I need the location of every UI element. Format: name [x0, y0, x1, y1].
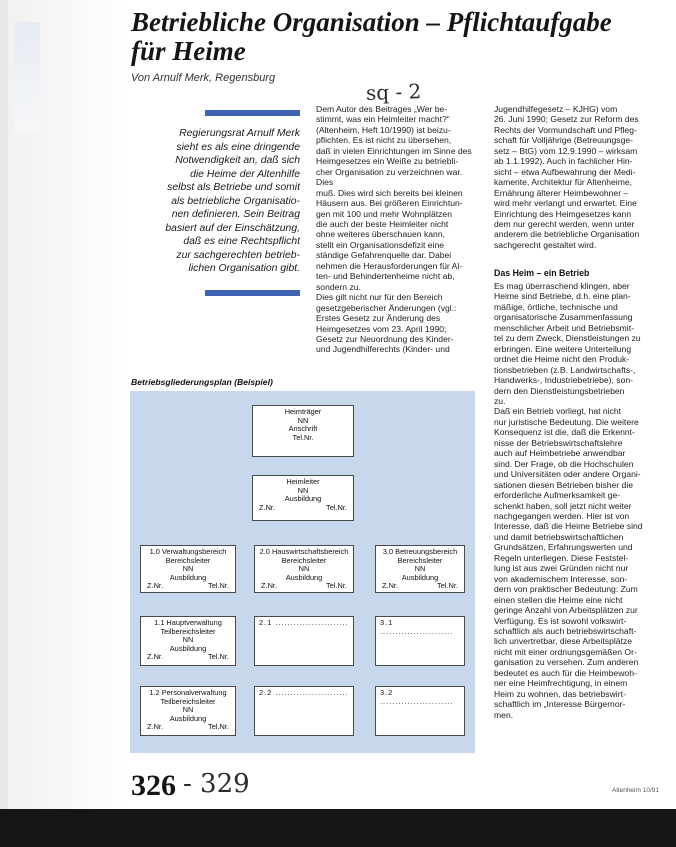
page-edge [0, 0, 8, 847]
org-box-label: Heimträger [284, 407, 322, 416]
org-box-phone: Tel.Nr. [292, 432, 314, 442]
org-box-address: Anschrift [288, 424, 318, 433]
scan-bottom-band [0, 809, 676, 847]
body-column-2: Dem Autor des Beitrages „Wer be- stimmt, was ein Heimleiter macht?“ (Altenheim, Heft 10/1990) ist beizu- pflichten. Es ist nicht zu übersehen, daß in vielen Einrichtungen im Sinne des Heimgesetzes ein Weiße zu betriebli- cher Organisation zu verzeichnen war. Dies muß. Dies wird sich bereits bei kleinen Häusern aus. Bei größeren Einrichtun- gen mit 100 und mehr Wohnplätzen die auch der beste Heimleiter nicht ohne weiteres überschauen kann, stellt ein Organisationsdefizit eine ständige Gefahrenquelle dar. Dabei nehmen die Herausforderungen für Al- ten- und Behindertenheime nicht ab, sondern zu. Dies gilt nicht nur für den Bereich gesetzgeberischer Änderungen (vgl.: Erstes Gesetz zur Änderung des Heimgesetzes vom 23. April 1990; Gesetz zur Neuordnung des Kinder- und Jugendhilferechts (Kinder- und [316, 104, 472, 355]
handwritten-page-range: - 329 [183, 769, 250, 799]
org-box-3-1: 3.1 ........................ [375, 616, 465, 666]
page-number: 326 [131, 769, 176, 802]
org-box-hauptverwaltung: 1.1 Hauptverwaltung Teilbereichsleiter NN Ausbildung Z.Nr. Tel.Nr. [140, 616, 236, 666]
org-chart-caption: Betriebsgliederungsplan (Beispiel) [131, 377, 273, 387]
handwritten-note: sq - 2 [365, 79, 422, 105]
org-box-verwaltungsbereich: 1.0 Verwaltungsbereich Bereichsleiter NN Ausbildung Z.Nr. Tel.Nr. [140, 545, 236, 593]
teaser-top-bar [205, 110, 300, 116]
org-box-name: NN [297, 415, 309, 425]
footer-source: Altenheim 10/91 [612, 787, 659, 794]
org-box-betreuungsbereich: 3.0 Betreuungsbereich Bereichsleiter NN Ausbildung Z.Nr. Tel.Nr. [375, 545, 465, 593]
org-box-label: Heimleiter [286, 477, 320, 486]
org-box-3-2: 3.2 ........................ [375, 686, 465, 736]
org-box-2-1: 2.1 ........................ [254, 616, 354, 666]
org-box-heimtraeger [252, 405, 354, 457]
body-column-3: Jugendhilfegesetz – KJHG) vom 26. Juni 1990; Gesetz zur Reform des Rechts der Vormundschaft und Pfleg- schaft für Volljährige (Betreuungsge- setz – BtG) vom 12.9.1990 – wirksam ab 1.1.1992). Auch in fachlicher Hin- sicht – etwa Aufbewahrung der Medi- kamente, Architektur für Altenheime, Ernährung älterer Heimbewohner – wird mehr verlangt und erwartet. Eine Einrichtung des Heimgesetzes kann dem nur gerecht werden, wenn unter anderem die betriebliche Organisation sachgerecht gestaltet wird. [494, 104, 640, 250]
scan-artifact [14, 22, 40, 132]
org-box-personalverwaltung: 1.2 Personalverwaltung Teilbereichsleiter NN Ausbildung Z.Nr. Tel.Nr. [140, 686, 236, 736]
org-box-training: Ausbildung [284, 494, 322, 503]
org-box-hauswirtschaftsbereich: 2.0 Hauswirtschaftsbereich Bereichsleiter NN Ausbildung Z.Nr. Tel.Nr. [254, 545, 354, 593]
org-box-heimleiter [252, 475, 354, 521]
body-column-3-continued: Es mag überraschend klingen, aber Heime sind Betriebe, d.h. eine plan- mäßige, örtliche, technische und organisatorische Zusammenfassung menschlicher Arbeit und Betriebsmit- tel zu dem Zweck, Dienstleistungen zu erbringen. Eine weitere Unterteilung ordnet die Heime nicht den Produk- tionsbetrieben (z.B. Landwirtschafts-, Handwerks-, Industriebetriebe), son- dern den Dienstleistungsbetrieben zu. Daß ein Betrieb vorliegt, hat nicht nur juristische Bedeutung. Die weitere Konsequenz ist die, daß die Erkennt- nisse der Betriebswirtschaftslehre auch auf Heimbetriebe anwendbar sind. Der Frage, ob die Hochschulen und Universitäten oder andere Organi- sationen diesen Betrieben bisher die erforderliche Aufmerksamkeit ge- schenkt haben, soll jetzt nicht weiter nachgegangen werden. Hier ist von Interesse, daß die Heime Betriebe sind und damit betriebswirtschaftlichen Grundsätzen, Erfahrungswerten und Regeln unterliegen. Diese Feststel- lung ist aus zwei Gründen nicht nur von akademischem Interesse, son- dern von praktischer Bedeutung: Zum einen stellen die Heime eine nicht geringe Anzahl von Arbeitsplätzen zur Verfügung. Es ist sowohl volkswirt- schaftlich als auch betriebswirtschaft- lich unvertretbar, diese Arbeitsplätze nicht mit einer ordnungsgemäßen Or- ganisation zu versehen. Zum anderen bedeutet es auch für die Heimbewoh- ner eine Heimfrechtigung, in einem Heim zu wohnen, das betriebswirt- schaftlich im „Interesse Bürgernor- men. [494, 281, 643, 720]
article-title: Betriebliche Organisation – Pflichtaufgabe für Heime [131, 7, 612, 66]
org-box-2-2: 2.2 ........................ [254, 686, 354, 736]
section-subhead: Das Heim – ein Betrieb [494, 268, 590, 278]
byline: Von Arnulf Merk, Regensburg [131, 72, 276, 84]
teaser-bottom-bar [205, 290, 300, 296]
org-box-name: NN [297, 485, 309, 495]
org-box-room-phone: Z.Nr. Tel.Nr. [259, 502, 347, 512]
teaser-text: Regierungsrat Arnulf Merk sieht es als eine dringende Notwendigkeit an, daß sich die Heime der Altenhilfe selbst als Betriebe und somit als betriebliche Organisatio- nen definieren. Sein Beitrag basiert auf der Einschätzung, daß es eine Rechtspflicht zur sachgerechten betrieb- lichen Organisation gibt. [165, 128, 300, 274]
